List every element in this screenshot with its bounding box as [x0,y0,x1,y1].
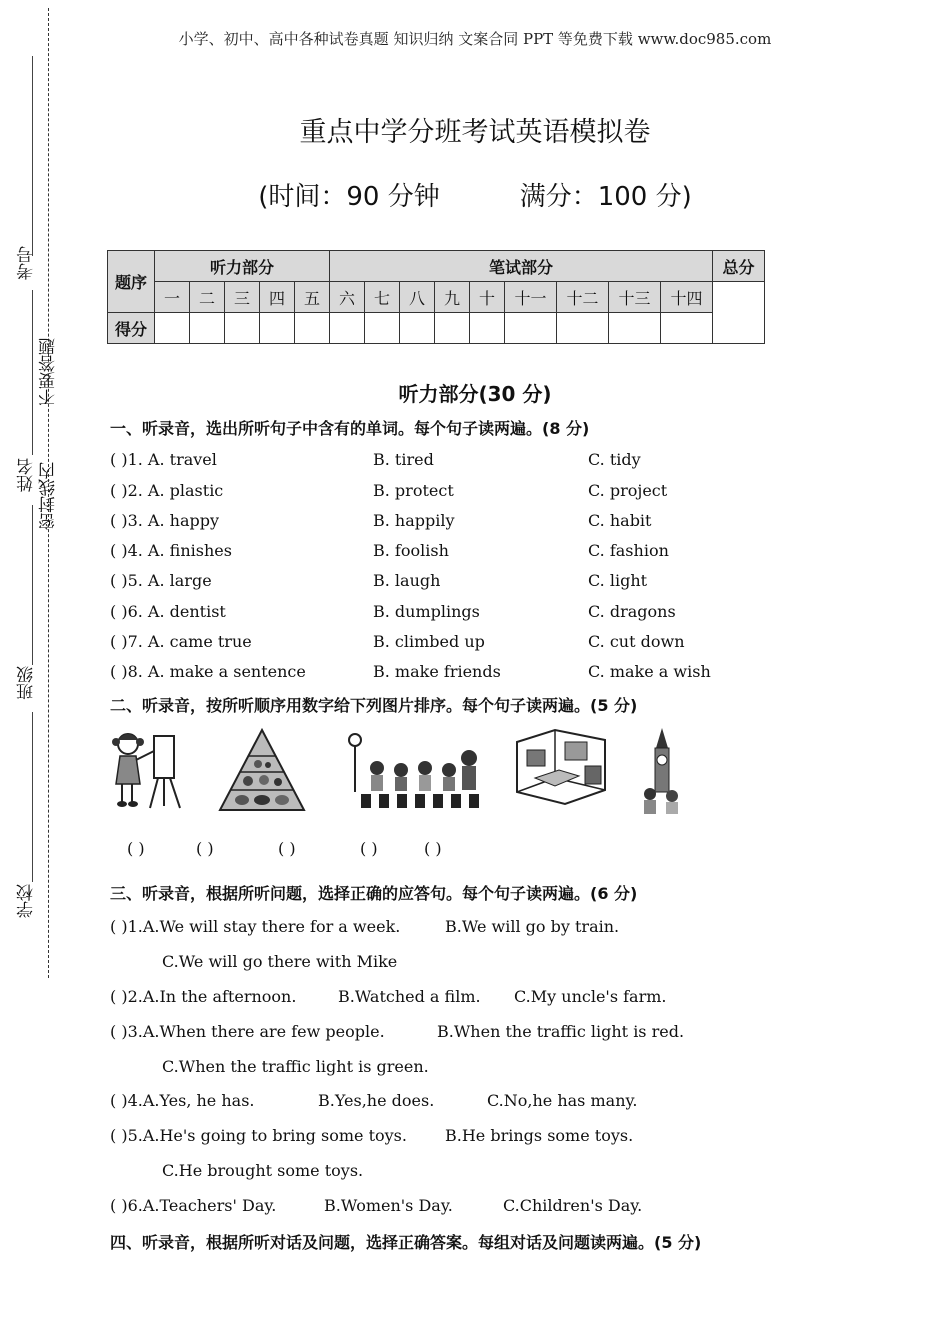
col-header: 十三 [609,282,661,313]
score-cell[interactable] [225,313,260,344]
question-item: ( )4.A.Yes, he has. [110,1091,255,1110]
score-label: 得分 [108,313,155,344]
question-item: ( )8. A. make a sentence [110,662,306,681]
option-b: B. laugh [373,571,441,590]
question-item: ( )2. A. plastic [110,481,224,500]
option-c: C. dragons [588,602,676,621]
option-c: C. habit [588,511,652,530]
seal-line-note: 密封线内 [39,462,59,530]
score-cell[interactable] [295,313,330,344]
question-item: ( )1. A. travel [110,450,217,469]
exam-info [0,176,950,213]
answer-blank[interactable]: ( ) [278,839,296,858]
clock-tower-picture [640,728,682,816]
option-b: B.Watched a film. [338,987,481,1006]
col-header: 十四 [661,282,713,313]
col-header: 四 [260,282,295,313]
col-header: 九 [435,282,470,313]
question-item: ( )2.A.In the afternoon. [110,987,297,1006]
row-label: 题序 [108,251,155,313]
option-c: C. fashion [588,541,669,560]
option-b: B.We will go by train. [445,917,620,936]
col-header: 五 [295,282,330,313]
exam-number-line [32,56,33,256]
option-c: C. cut down [588,632,685,651]
col-header: 七 [365,282,400,313]
option-b: B. tired [373,450,434,469]
col-header: 六 [330,282,365,313]
option-c: C. light [588,571,648,590]
score-cell[interactable] [400,313,435,344]
section-4-title: 四、听录音，根据所听对话及问题，选择正确答案。每组对话及问题读两遍。(5 分) [110,1233,702,1252]
question-item: ( )5. A. large [110,571,212,590]
answer-blank[interactable]: ( ) [360,839,378,858]
school-label: 学校 [17,884,37,918]
score-cell[interactable] [155,313,190,344]
option-b: B.He brings some toys. [445,1126,634,1145]
page-title: 重点中学分班考试英语模拟卷 [299,117,651,148]
score-cell[interactable] [260,313,295,344]
name-line [32,290,33,455]
score-cell[interactable] [190,313,225,344]
name-label: 姓名 [17,458,37,492]
option-b: B.Women's Day. [324,1196,453,1215]
question-item: ( )1.A.We will stay there for a week. [110,917,401,936]
score-cell[interactable] [661,313,713,344]
option-b: B. dumplings [373,602,480,621]
answer-blank[interactable]: ( ) [196,839,214,858]
option-b: B.When the traffic light is red. [437,1022,685,1041]
class-line [32,505,33,665]
option-c: C.We will go there with Mike [162,952,398,971]
question-item: ( )6. A. dentist [110,602,226,621]
option-c: C.No,he has many. [487,1091,638,1110]
option-c: C. tidy [588,450,641,469]
option-b: B. foolish [373,541,449,560]
food-pyramid-picture [218,728,306,814]
score-cell[interactable] [365,313,400,344]
question-item: ( )6.A.Teachers' Day. [110,1196,277,1215]
total-header: 总分 [713,251,765,282]
score-cell[interactable] [435,313,470,344]
school-line [32,712,33,882]
question-item: ( )5.A.He's going to bring some toys. [110,1126,407,1145]
bedroom-picture [515,728,607,806]
col-header: 一 [155,282,190,313]
option-c: C.Children's Day. [503,1196,643,1215]
score-cell[interactable] [505,313,557,344]
score-cell[interactable] [330,313,365,344]
section-1-title: 一、听录音，选出所听句子中含有的单词。每个句子读两遍。(8 分) [110,419,590,438]
no-answer-note: 不要答题 [39,338,59,406]
option-c: C.When the traffic light is green. [162,1057,429,1076]
total-score-cell[interactable] [713,282,765,344]
listening-header: 听力部分 [155,251,330,282]
question-item: ( )3. A. happy [110,511,220,530]
option-c: C.My uncle's farm. [514,987,667,1006]
option-b: B.Yes,he does. [318,1091,435,1110]
writing-header: 笔试部分 [330,251,713,282]
col-header: 十一 [505,282,557,313]
option-c: C. make a wish [588,662,711,681]
score-table [107,250,765,344]
girl-painting-picture [108,728,184,810]
option-b: B. protect [373,481,454,500]
option-b: B. climbed up [373,632,485,651]
listening-heading: 听力部分(30 分) [398,382,552,406]
col-header: 十 [470,282,505,313]
col-header: 八 [400,282,435,313]
answer-blank[interactable]: ( ) [424,839,442,858]
col-header: 十二 [557,282,609,313]
score-cell[interactable] [557,313,609,344]
option-b: B. happily [373,511,455,530]
col-header: 三 [225,282,260,313]
section-3-title: 三、听录音，根据所听问题，选择正确的应答句。每个句子读两遍。(6 分) [110,884,638,903]
site-header: 小学、初中、高中各种试卷真题 知识归纳 文案合同 PPT 等免费下载 www.doc985.com [178,30,772,48]
col-header: 二 [190,282,225,313]
exam-number-label: 考号 [17,246,37,280]
crossing-road-picture [345,728,481,814]
option-c: C.He brought some toys. [162,1161,364,1180]
question-item: ( )4. A. finishes [110,541,232,560]
question-item: ( )7. A. came true [110,632,252,651]
section-2-title: 二、听录音，按所听顺序用数字给下列图片排序。每个句子读两遍。(5 分) [110,696,638,715]
class-label: 班级 [17,666,37,700]
time-limit: (时间：90 分钟 [258,182,440,212]
option-c: C. project [588,481,668,500]
option-b: B. make friends [373,662,501,681]
score-cell[interactable] [609,313,661,344]
full-score: 满分：100 分) [519,182,692,212]
answer-blank[interactable]: ( ) [127,839,145,858]
score-cell[interactable] [470,313,505,344]
question-item: ( )3.A.When there are few people. [110,1022,385,1041]
